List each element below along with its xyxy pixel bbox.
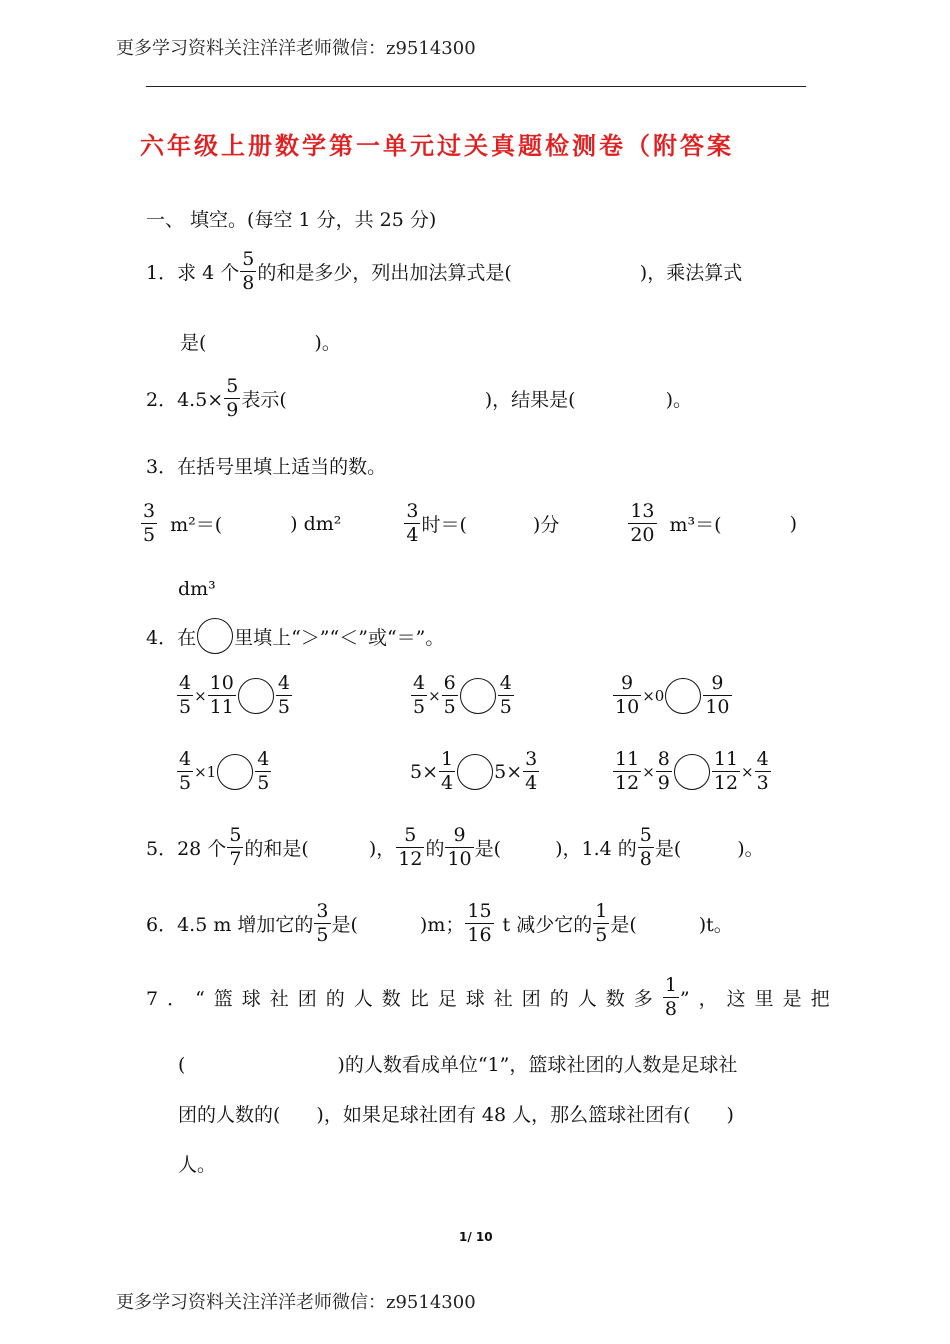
compare-item[interactable]: $\frac{4}{5}$ ×1 $\frac{4}{5}$ — [179, 748, 270, 794]
compare-item[interactable]: $\frac{11}{12}$ × $\frac{8}{9}$ $\frac{11}{12}$ × $\frac{4}{3}$ — [615, 748, 769, 794]
question-7-line3: 团的人数的( )，如果足球社团有 48 人，那么篮球社团有( ) — [178, 1104, 734, 1126]
answer-circle[interactable] — [674, 754, 710, 790]
question-6: 6．4.5 m 增加它的 $\frac{3}{5}$ 是( )m； $\frac{15}{16}$ t 减少它的 $\frac{1}{5}$ 是( )t。 — [146, 900, 733, 946]
page-title: 六年级上册数学第一单元过关真题检测卷（附答案 — [140, 131, 734, 160]
question-7-line2: ( )的人数看成单位“1”，篮球社团的人数是足球社 — [178, 1054, 738, 1076]
answer-circle[interactable] — [460, 678, 496, 714]
question-1: 1．求 4 个 $\frac{5}{8}$ 的和是多少，列出加法算式是( )，乘法算式 — [146, 248, 743, 294]
compare-item[interactable]: $\frac{4}{5}$ × $\frac{10}{11}$ $\frac{4}{5}$ — [179, 672, 290, 718]
question-4: 4．在 里填上“＞”“＜”或“＝”。 — [146, 618, 444, 654]
header-divider — [146, 86, 806, 87]
page-number: 1/ 10 — [459, 1230, 493, 1244]
compare-item[interactable]: $\frac{4}{5}$ × $\frac{6}{5}$ $\frac{4}{5}$ — [413, 672, 512, 718]
question-3: 3．在括号里填上适当的数。 — [146, 456, 387, 478]
fraction: $\frac{5}{8}$ — [242, 248, 255, 294]
question-2: 2．4.5× $\frac{5}{9}$ 表示( )，结果是( )。 — [146, 375, 692, 421]
answer-circle[interactable] — [238, 678, 274, 714]
question-3-items: $\frac{3}{5}$ m²＝( ) dm² $\frac{3}{4}$ 时＝( )分 $\frac{13}{20}$ m³＝( ) — [143, 500, 797, 546]
question-3-unit: dm³ — [178, 578, 216, 600]
question-7-line4: 人。 — [178, 1154, 217, 1176]
question-1-cont: 是( )。 — [180, 332, 341, 354]
answer-circle[interactable] — [457, 754, 493, 790]
compare-item[interactable]: 5× $\frac{1}{4}$ 5× $\frac{3}{4}$ — [410, 748, 538, 794]
answer-circle[interactable] — [665, 678, 701, 714]
footer-watermark: 更多学习资料关注洋洋老师微信：z9514300 — [116, 1292, 476, 1313]
compare-item[interactable]: $\frac{9}{10}$ ×0 $\frac{9}{10}$ — [615, 672, 730, 718]
header-watermark: 更多学习资料关注洋洋老师微信：z9514300 — [116, 38, 476, 59]
question-5: 5．28 个 $\frac{5}{7}$ 的和是( )， $\frac{5}{12}$ 的 $\frac{9}{10}$ 是( )，1.4 的 $\frac{5}{8}$ 是( )。 — [146, 824, 764, 870]
section-heading: 一、 填空。(每空 1 分，共 25 分) — [146, 209, 437, 231]
answer-circle[interactable] — [217, 754, 253, 790]
question-7: 7．“篮球社团的人数比足球社团的人数多 $\frac{1}{8}$ ”，这里是把 — [146, 974, 839, 1020]
circle-icon — [197, 618, 233, 654]
